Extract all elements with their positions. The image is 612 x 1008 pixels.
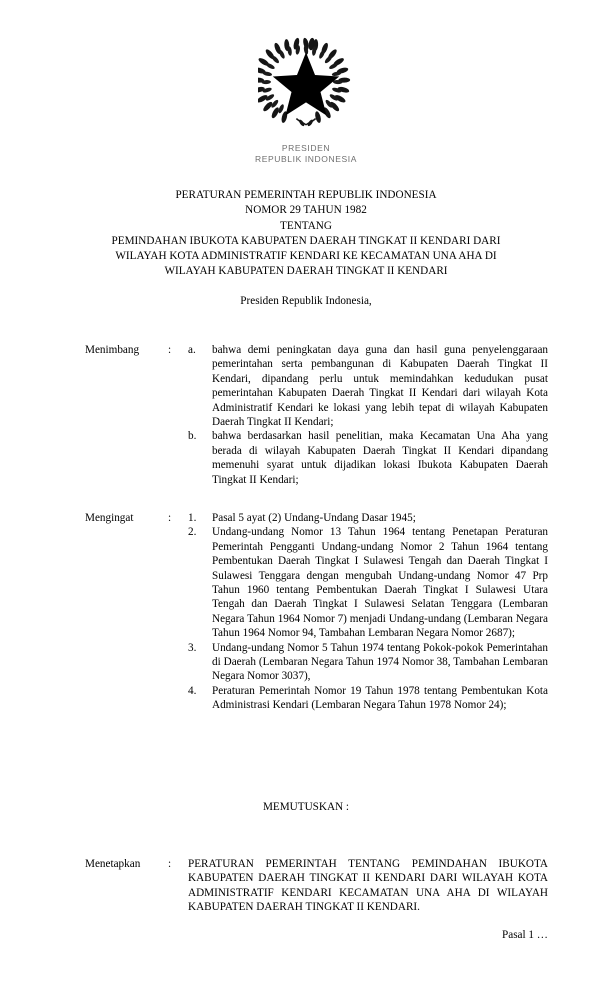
mengingat-items	[188, 511, 548, 713]
mengingat-item-marker-3: 3.	[188, 641, 197, 654]
menimbang-label: Menimbang	[85, 344, 140, 356]
menimbang-item-text-a: bahwa demi peningkatan daya guna dan hasil guna penyelenggaraan pemerintahan serta pembangunan di Kabupaten Daerah Tingkat II Kendari, dipandang perlu untuk memindahkan kedudukan pusat pemerintahan Kabupaten Daerah Tingkat II Kendari dari wilayah Kota Administratif Kendari ke lokasi yang lebih tepat di wilayah Kabupaten Daerah Tingkat II Kendari;	[212, 344, 548, 429]
list-item	[188, 684, 548, 713]
mengingat-item-marker-2: 2.	[188, 526, 197, 539]
title-line-number: NOMOR 29 TAHUN 1982	[245, 204, 367, 217]
mengingat-item-marker-1: 1.	[188, 512, 197, 524]
opening-line: Presiden Republik Indonesia,	[240, 295, 372, 307]
mengingat-item-text-3: Undang-undang Nomor 5 Tahun 1974 tentang Pokok-pokok Pemerintahan di Daerah (Lembaran Negara Tahun 1974 Nomor 38, Tambahan Lembaran Negara Nomor 3037),	[212, 641, 548, 683]
mengingat-section	[85, 511, 548, 713]
title-line-subject-2: WILAYAH KOTA ADMINISTRATIF KENDARI KE KECAMATAN UNA AHA DI	[115, 250, 497, 263]
emblem-caption-line-2: REPUBLIK INDONESIA	[255, 154, 357, 164]
menimbang-items	[188, 343, 548, 487]
continuation-note: Pasal 1 …	[502, 929, 548, 941]
mengingat-label: Mengingat	[85, 512, 134, 524]
title-line-regulation: PERATURAN PEMERINTAH REPUBLIK INDONESIA	[175, 189, 437, 201]
list-item	[188, 525, 548, 640]
title-line-tentang: TENTANG	[280, 219, 332, 232]
memutuskan-heading: MEMUTUSKAN :	[262, 801, 350, 813]
list-item	[188, 511, 548, 525]
mengingat-item-marker-4: 4.	[188, 684, 197, 697]
list-item	[188, 429, 548, 487]
menimbang-section	[85, 343, 548, 487]
emblem-caption-line-1: PRESIDEN	[281, 143, 331, 153]
document-title-block	[64, 188, 548, 280]
presidential-seal-icon	[258, 36, 354, 132]
menimbang-item-marker-a: a.	[188, 344, 196, 356]
list-item	[188, 641, 548, 684]
list-item	[188, 343, 548, 429]
mengingat-item-text-4: Peraturan Pemerintah Nomor 19 Tahun 1978 tentang Pembentukan Kota Administrasi Kendari (Lembaran Negara Tahun 1978 Nomor 24);	[212, 684, 548, 712]
menimbang-item-marker-b: b.	[188, 430, 197, 443]
menimbang-item-text-b: bahwa berdasarkan hasil penelitian, maka Kecamatan Una Aha yang berada di wilayah Kabupaten Daerah Tingkat II Kendari dipandang memenuhi syarat untuk dijadikan lokasi Ibukota Kabupaten Daerah Tingkat II Kendari;	[212, 430, 548, 486]
title-line-subject-1: PEMINDAHAN IBUKOTA KABUPATEN DAERAH TINGKAT II KENDARI DARI	[111, 234, 501, 247]
menimbang-colon: :	[168, 344, 172, 356]
title-line-subject-3: WILAYAH KABUPATEN DAERAH TINGKAT II KENDARI	[164, 265, 448, 278]
emblem-caption	[0, 143, 612, 165]
mengingat-item-text-1: Pasal 5 ayat (2) Undang-Undang Dasar 1945;	[212, 512, 416, 524]
menetapkan-colon: :	[168, 858, 172, 870]
mengingat-item-text-2: Undang-undang Nomor 13 Tahun 1964 tentang Penetapan Peraturan Pemerintah Pengganti Undang-undang Nomor 2 Tahun 1964 tentang Pembentukan Daerah Tingkat I Sulawesi Tengah dan Daerah Tingkat I Sulawesi Tenggara dengan mengubah Undang-undang Nomor 47 Prp Tahun 1960 tentang Pembentukan Daerah Tingkat I Sulawesi Utara Tengah dan Daerah Tingkat I Sulawesi Selatan Tenggara (Lembaran Negara Tahun 1964 Nomor 7) menjadi Undang-undang (Lembaran Negara Tahun 1964 Nomor 94, Tambahan Lembaran Negara Nomor 2687);	[212, 526, 548, 640]
presidential-emblem-block	[0, 36, 612, 165]
menetapkan-text: PERATURAN PEMERINTAH TENTANG PEMINDAHAN IBUKOTA KABUPATEN DAERAH TINGKAT II KENDARI DARI WILAYAH KOTA ADMINISTRATIF KENDARI KECAMATAN UNA AHA DI WILAYAH KABUPATEN DAERAH TINGKAT II KENDARI.	[188, 858, 548, 914]
mengingat-colon: :	[168, 512, 172, 524]
menetapkan-label: Menetapkan	[85, 858, 141, 870]
menetapkan-section	[85, 857, 548, 915]
